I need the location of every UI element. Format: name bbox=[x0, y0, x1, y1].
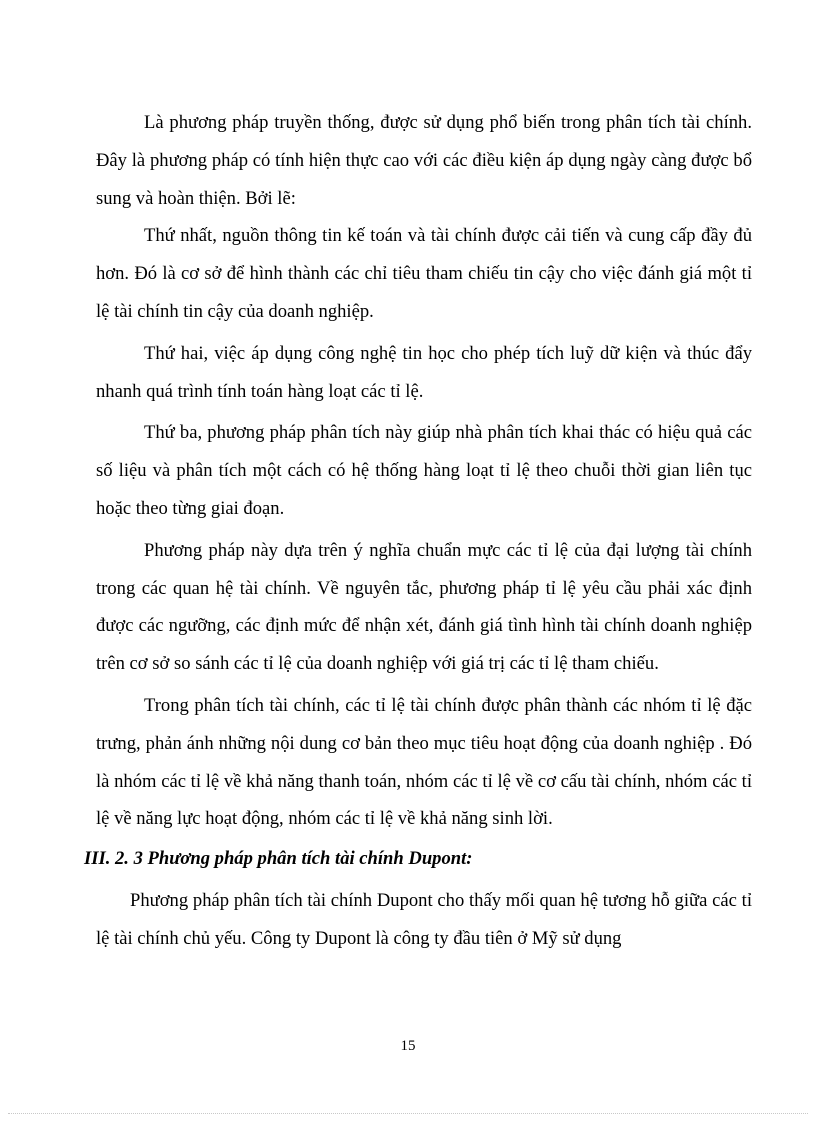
paragraph-second-reason: Thứ hai, việc áp dụng công nghệ tin học cho phép tích luỹ dữ kiện và thúc đẩy nhanh quá trình tính toán hàng loạt các tỉ lệ. bbox=[96, 342, 752, 402]
paragraph-method-basis: Phương pháp này dựa trên ý nghĩa chuẩn mực các tỉ lệ của đại lượng tài chính trong các quan hệ tài chính. Về nguyên tắc, phương pháp tỉ lệ yêu cầu phải xác định được các ngưỡng, các định mức để nhận xét, đánh giá tình hình tài chính doanh nghiệp trên cơ sở so sánh các tỉ lệ của doanh nghiệp với giá trị các tỉ lệ tham chiếu. bbox=[96, 539, 752, 675]
page-body bbox=[84, 104, 752, 958]
paragraph-ratio-groups: Trong phân tích tài chính, các tỉ lệ tài chính được phân thành các nhóm tỉ lệ đặc trưng, phản ánh những nội dung cơ bản theo mục tiêu hoạt động của doanh nghiệp . Đó là nhóm các tỉ lệ về khả năng thanh toán, nhóm các tỉ lệ về cơ cấu tài chính, nhóm các tỉ lệ về năng lực hoạt động, nhóm các tỉ lệ về khả năng sinh lời. bbox=[96, 694, 752, 830]
paragraph-intro: Là phương pháp truyền thống, được sử dụng phổ biến trong phân tích tài chính. Đây là phương pháp có tính hiện thực cao với các điều kiện áp dụng ngày càng được bổ sung và hoàn thiện. Bởi lẽ: bbox=[96, 112, 752, 209]
paragraph-third-reason: Thứ ba, phương pháp phân tích này giúp nhà phân tích khai thác có hiệu quả các số liệu và phân tích một cách có hệ thống hàng loạt tỉ lệ theo chuỗi thời gian liên tục hoặc theo từng giai đoạn. bbox=[96, 422, 752, 519]
page-bottom-divider bbox=[8, 1113, 808, 1114]
paragraph-first-reason: Thứ nhất, nguồn thông tin kế toán và tài chính được cải tiến và cung cấp đầy đủ hơn. Đó là cơ sở để hình thành các chỉ tiêu tham chiếu tin cậy cho việc đánh giá một tỉ lệ tài chính tin cậy của doanh nghiệp. bbox=[96, 225, 752, 322]
paragraph-dupont: Phương pháp phân tích tài chính Dupont cho thấy mối quan hệ tương hỗ giữa các tỉ lệ tài chính chủ yếu. Công ty Dupont là công ty đầu tiên ở Mỹ sử dụng bbox=[96, 889, 752, 949]
page-number: 15 bbox=[400, 1038, 416, 1054]
section-heading: III. 2. 3 Phương pháp phân tích tài chính Dupont: bbox=[84, 848, 473, 870]
